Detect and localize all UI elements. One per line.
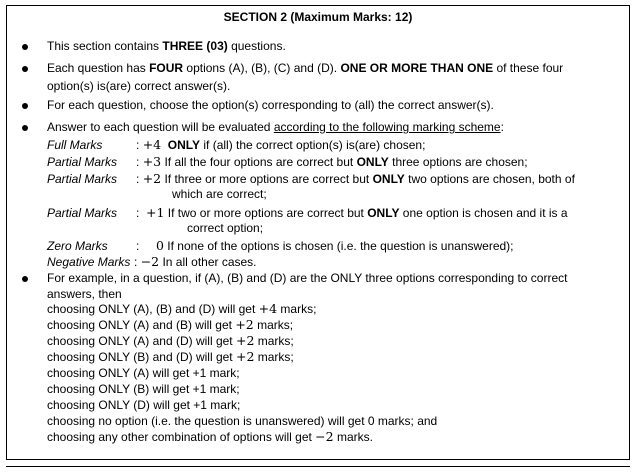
text: This section contains — [47, 39, 163, 53]
text-bold: ONLY — [167, 138, 201, 152]
partial-marks-1-row — [136, 205, 568, 221]
bullet-choose-options: For each question, choose the option(s) corresponding to (all) the correct answer(s). — [47, 98, 494, 112]
text: two options are chosen, both of — [404, 172, 575, 186]
text-bold: ONLY — [367, 206, 400, 220]
separator: : — [136, 138, 140, 152]
marks-value: +4 — [258, 301, 278, 316]
text: choosing ONLY (A) and (D) will get — [47, 334, 236, 348]
marks-value: −2 — [140, 254, 160, 269]
partial-marks-3-row — [136, 154, 528, 170]
bullet-dot — [22, 103, 28, 109]
text: : — [500, 120, 504, 134]
text: choosing ONLY (D) will get +1 mark; — [47, 398, 241, 412]
text: If all the four options are correct but — [161, 155, 357, 169]
marks-value: +3 — [142, 154, 162, 169]
separator: : — [136, 155, 140, 169]
text-bold: FOUR — [149, 61, 184, 75]
negative-marks-row — [134, 254, 257, 270]
text: three options are chosen; — [388, 155, 528, 169]
separator: : — [136, 239, 140, 253]
marks-value: +2 — [235, 317, 254, 332]
partial-marks-label: Partial Marks — [47, 155, 118, 169]
partial-marks-1-row-cont: correct option; — [187, 221, 264, 235]
text: options (A), (B), (C) and (D). — [183, 61, 341, 75]
full-marks-row — [136, 137, 425, 153]
text: choosing no option (i.e. the question is unanswered) will get 0 marks; and — [47, 414, 438, 428]
partial-marks-2-row — [136, 171, 575, 187]
bullet-dot — [22, 44, 28, 50]
text-bold: ONLY — [356, 155, 389, 169]
partial-marks-label: Partial Marks — [47, 172, 118, 186]
marks-value: +4 — [142, 137, 162, 152]
marks-value: +2 — [235, 333, 255, 348]
page-divider — [6, 466, 630, 467]
text: If three or more options are correct but — [161, 172, 373, 186]
text: choosing ONLY (B) will get +1 mark; — [47, 382, 240, 396]
partial-marks-label: Partial Marks — [47, 206, 118, 220]
text-bold: THREE (03) — [162, 39, 228, 53]
zero-marks-label: Zero Marks — [47, 239, 108, 253]
partial-marks-2-row-cont: which are correct; — [172, 187, 267, 201]
text: of these four — [493, 61, 564, 75]
marks-value: 0 — [156, 238, 164, 253]
text: choosing any other combination of options will get — [47, 430, 316, 444]
text: If two or more options are correct but — [164, 206, 368, 220]
zero-marks-row — [136, 238, 514, 254]
marks-value: +2 — [142, 171, 162, 186]
text: choosing ONLY (B) and (D) will get — [47, 350, 236, 364]
example-item — [47, 317, 293, 333]
negative-marks-label: Negative Marks — [47, 255, 131, 269]
example-item — [47, 413, 437, 429]
bullet-questions-count — [47, 38, 286, 54]
text: Answer to each question will be evaluated — [47, 120, 274, 134]
example-item — [47, 397, 240, 413]
example-intro: For example, in a question, if (A), (B) and (D) are the ONLY three options corresponding to correct — [47, 271, 568, 285]
bullet-dot — [22, 276, 28, 282]
text: choosing ONLY (A) will get +1 mark; — [47, 366, 240, 380]
example-item — [47, 365, 240, 381]
bullet-dot — [22, 125, 28, 131]
example-item — [47, 429, 373, 445]
bullet-dot — [22, 66, 28, 72]
text: marks; — [253, 318, 294, 332]
full-marks-label: Full Marks — [47, 138, 103, 152]
text-underlined: according to the following marking scheme — [273, 120, 501, 134]
text: In all other cases. — [159, 255, 257, 269]
text: choosing ONLY (A) and (B) will get — [47, 318, 236, 332]
text: Each question has — [47, 61, 150, 75]
text: marks; — [254, 334, 294, 348]
example-item — [47, 301, 316, 317]
example-item — [47, 349, 294, 365]
text: questions. — [227, 39, 286, 53]
text: marks; — [277, 302, 317, 316]
marks-value: +1 — [146, 205, 165, 220]
bullet-options-info-cont: option(s) is(are) correct answer(s). — [47, 79, 231, 93]
separator: : — [136, 206, 140, 220]
marks-value: −2 — [315, 429, 334, 444]
text: marks; — [254, 350, 294, 364]
marks-value: +2 — [235, 349, 255, 364]
separator: : — [134, 255, 138, 269]
example-item — [47, 381, 240, 397]
bullet-marking-scheme — [47, 119, 504, 135]
text: choosing ONLY (A), (B) and (D) will get — [47, 302, 259, 316]
text: If none of the options is chosen (i.e. the question is unanswered); — [163, 239, 514, 253]
text-bold: ONLY — [372, 172, 405, 186]
bullet-options-info — [47, 60, 563, 76]
text: marks. — [333, 430, 373, 444]
example-intro-cont: answers, then — [47, 287, 122, 301]
text-bold: ONE OR MORE THAN ONE — [340, 61, 494, 75]
text: one option is chosen and it is a — [399, 206, 568, 220]
separator: : — [136, 172, 140, 186]
text: if (all) the correct option(s) is(are) chosen; — [200, 138, 426, 152]
example-item — [47, 333, 294, 349]
section-title: SECTION 2 (Maximum Marks: 12) — [223, 10, 413, 24]
